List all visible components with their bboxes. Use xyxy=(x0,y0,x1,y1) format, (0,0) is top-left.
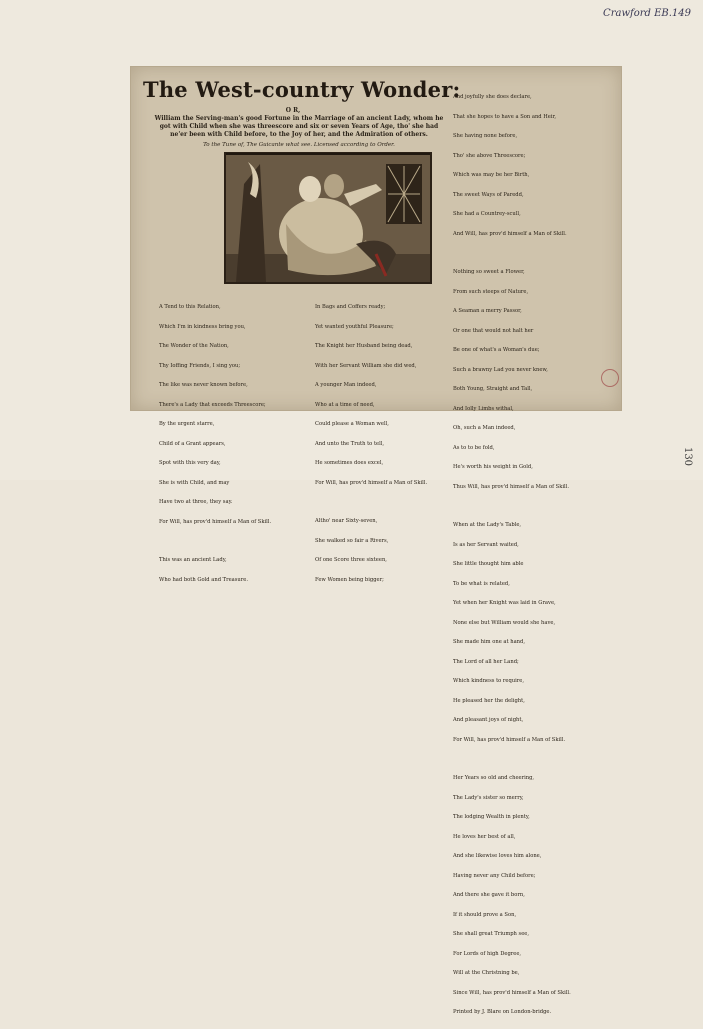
verse-line: This was an ancient Lady, xyxy=(159,557,227,563)
verse-line: There's a Lady that exceeds Threescore; xyxy=(159,401,266,408)
tune-line: To the Tune of, The Guicante what see. Licensed according to Order. xyxy=(203,142,395,148)
stanza-gap xyxy=(453,503,615,509)
verse-line: Both Young, Straight and Tall, xyxy=(453,386,533,392)
verse-line: He sometimes does excel, xyxy=(315,460,384,466)
verse-line: Of one Score three sixteen, xyxy=(315,557,387,563)
or-line: O R, xyxy=(285,107,301,114)
verse-line: By the urgent starre, xyxy=(159,421,215,427)
verse-line: The Lord of all her Land; xyxy=(453,658,519,665)
verse-line: Is as her Servant waited, xyxy=(453,541,519,548)
verse-line: Thy Ioffing Friends, I sing you; xyxy=(159,362,241,369)
verse-line: A Seaman a merry Passor, xyxy=(453,308,522,314)
verse-line: With her Servant William she did wed, xyxy=(315,362,417,369)
verse-line: Altho' near Sixty-seven, xyxy=(315,518,378,524)
woodcut-illustration xyxy=(224,152,432,284)
verse-line: And she likewise loves him alone, xyxy=(453,853,542,859)
verse-line: He loves her best of all, xyxy=(453,833,516,840)
verse-line: Having never any Child before; xyxy=(453,872,536,879)
verse-line: Thus Will, has prov'd himself a Man of Skill. xyxy=(453,483,569,490)
verse-line: The Lady's sister so merry, xyxy=(453,794,524,801)
verse-line: The Wonder of the Nation, xyxy=(159,343,229,349)
verse-line: Be one of what's a Woman's due; xyxy=(453,347,540,353)
verse-line: She had a Countrey-scull, xyxy=(453,211,521,217)
verse-line: The Knight her Husband being dead, xyxy=(315,343,413,349)
verse-line: For Will, has prov'd himself a Man of Skill. xyxy=(159,518,272,525)
verse-line: Tho' she above Threescore; xyxy=(453,152,526,159)
verse-line: And joyfully she does declare, xyxy=(453,94,532,100)
verse-line: Will at the Christning be, xyxy=(453,970,520,976)
verse-column-1 xyxy=(159,291,309,596)
verse-line: The like was never known before, xyxy=(159,382,248,388)
verse-line: Which kindness to require, xyxy=(453,678,525,684)
broadside-sheet xyxy=(130,66,622,1015)
stanza-gap xyxy=(315,499,455,505)
verse-line: And there she gave it born, xyxy=(453,892,525,898)
verse-column-2 xyxy=(315,291,455,596)
verse-line: He's worth his weight in Gold, xyxy=(453,464,533,470)
verse-line: Since Will, has prov'd himself a Man of Skill. xyxy=(453,989,571,996)
verse-line: To be what is related, xyxy=(453,580,510,587)
verse-line: Yet wanted youthful Pleasure; xyxy=(315,323,394,330)
verse-line: Child of a Grant appears, xyxy=(159,440,226,447)
verse-line: A younger Man indeed, xyxy=(315,382,377,388)
verse-line: For Will, has prov'd himself a Man of Skill. xyxy=(453,736,566,743)
verse-line: Which I'm in kindness bring you, xyxy=(159,323,246,330)
woodcut-image xyxy=(226,154,430,282)
verse-line: She walked so fair a Rivers, xyxy=(315,537,389,544)
verse-line: She little thought him able xyxy=(453,561,524,567)
verse-line: Which was may be her Birth, xyxy=(453,172,530,178)
verse-line: Have two at three, they say. xyxy=(159,499,233,505)
shelfmark: Crawford EB.149 xyxy=(603,8,691,19)
verse-line: She made him one at hand, xyxy=(453,639,525,645)
library-stamp xyxy=(601,369,619,387)
verse-line: If it should prove a Son, xyxy=(453,911,517,918)
verse-line: She having none before, xyxy=(453,133,518,139)
broadside-subtitle: William the Serving-man's good Fortune in the Marriage of an ancient Lady, whom he got with Child when she was threescore and six or seven Years of Age, tho' she had ne'er been with Child before, to the Joy of her, and the Admiration of others. xyxy=(154,115,444,138)
verse-line: None else but William would she have, xyxy=(453,619,556,626)
verse-line: And Will, has prov'd himself a Man of Skill. xyxy=(453,230,567,237)
verse-line: Oh, such a Man indeed, xyxy=(453,425,516,431)
verse-line: Yet when her Knight was laid in Grave, xyxy=(453,600,556,606)
verse-line: A Tend to this Relation, xyxy=(159,304,221,310)
verse-line: Who at a time of need, xyxy=(315,401,375,408)
verse-line: Who had both Gold and Treasure. xyxy=(159,576,248,583)
verse-line: In Bags and Coffers ready; xyxy=(315,304,386,310)
verse-line: Or one that would not halt her xyxy=(453,327,534,334)
verse-line: The sweet Ways of Paredd, xyxy=(453,191,524,198)
verse-line: For Lords of high Degree, xyxy=(453,950,522,957)
verse-line: Could please a Woman well, xyxy=(315,421,389,427)
verse-line: She shall great Triumph see, xyxy=(453,931,529,937)
verse-line: And unto the Truth to tell, xyxy=(315,440,385,447)
verse-line: Nothing so sweet a Flower, xyxy=(453,269,525,275)
verse-column-3 xyxy=(453,81,615,1029)
verse-line: And pleasant joys of night, xyxy=(453,717,524,723)
verse-line: From such steeps of Nature, xyxy=(453,288,529,295)
verse-line: Few Women being bigger; xyxy=(315,576,384,583)
verse-line: She is with Child, and may xyxy=(159,479,230,486)
page-number: 130 xyxy=(681,446,693,467)
stanza-gap xyxy=(159,538,309,544)
verse-line: When at the Lady's Table, xyxy=(453,522,522,528)
broadside-title: The West-country Wonder: xyxy=(143,77,461,102)
verse-line: As to to be fold, xyxy=(453,444,495,451)
verse-line: Spot with this very day, xyxy=(159,460,221,466)
verse-line: That she hopes to have a Son and Heir, xyxy=(453,113,557,120)
verse-line: He pleased her the delight, xyxy=(453,697,525,704)
verse-line: The lodging Wealth in plenty, xyxy=(453,814,530,820)
verse-line: And Iolly Limbs withal, xyxy=(453,405,514,412)
imprint-line: Printed by J. Blare on London-bridge. xyxy=(453,1009,552,1015)
stanza-gap xyxy=(453,250,615,256)
stanza-gap xyxy=(453,756,615,762)
verse-line: Such a brawny Lad you never knew, xyxy=(453,366,548,373)
verse-line: For Will, has prov'd himself a Man of Skill. xyxy=(315,479,428,486)
verse-line: Her Years so old and cheering, xyxy=(453,775,535,781)
